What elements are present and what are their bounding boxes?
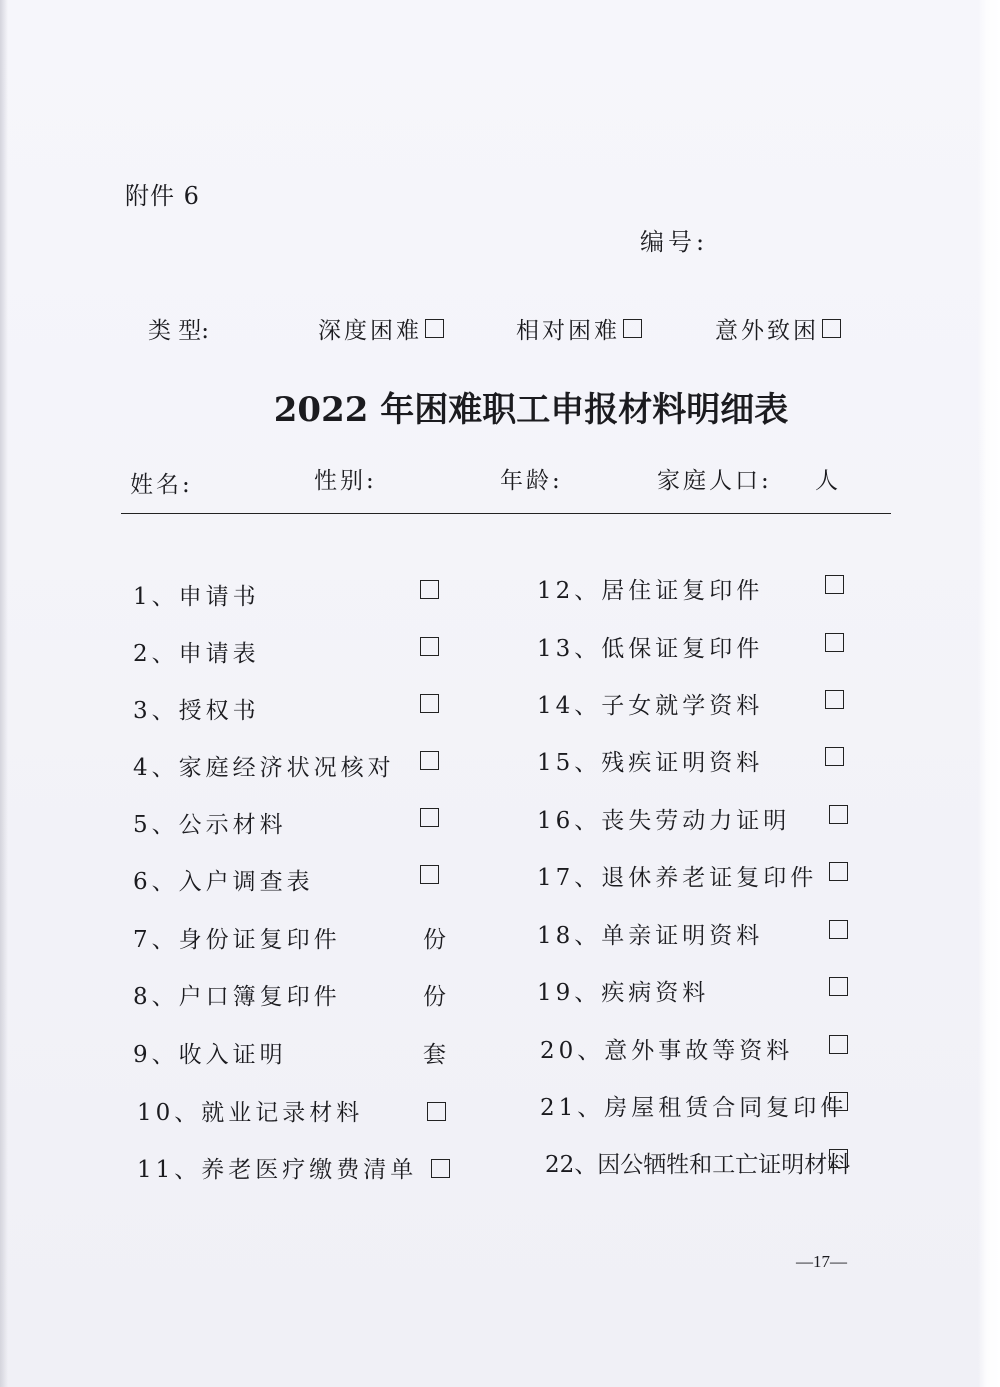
checklist-item-label: 18、单亲证明资料 xyxy=(537,923,764,949)
checklist-item xyxy=(133,921,341,954)
quantity-unit: 份 xyxy=(423,984,446,1010)
checkbox[interactable] xyxy=(427,1102,446,1121)
checklist-item-label: 21、房屋租赁合同复印件 xyxy=(540,1095,848,1121)
age-label: 年龄: xyxy=(500,468,563,494)
family-size-label: 家庭人口: xyxy=(657,468,772,494)
checkbox[interactable] xyxy=(431,1159,450,1178)
checkbox[interactable] xyxy=(420,865,439,884)
checklist-item-label: 13、低保证复印件 xyxy=(537,636,764,662)
checkbox[interactable] xyxy=(420,580,439,599)
checklist-item xyxy=(133,978,341,1011)
checkbox[interactable] xyxy=(825,575,844,594)
checkbox[interactable] xyxy=(825,747,844,766)
checklist-item xyxy=(540,1089,847,1122)
form-number-label: 编号: xyxy=(640,228,709,256)
checklist-item-label: 5、公示材料 xyxy=(133,812,287,838)
checklist-item-label: 12、居住证复印件 xyxy=(537,578,764,604)
page-edge-shadow xyxy=(0,0,8,1387)
checklist-item xyxy=(133,578,260,611)
quantity-unit: 份 xyxy=(423,927,446,953)
checklist-item-label: 7、身份证复印件 xyxy=(133,927,341,953)
checkbox[interactable] xyxy=(825,690,844,709)
checkbox[interactable] xyxy=(623,319,642,338)
checklist-item-label: 1、申请书 xyxy=(133,584,260,610)
checklist-item-label: 17、退休养老证复印件 xyxy=(537,865,818,891)
checkbox[interactable] xyxy=(420,808,439,827)
checklist-item-label: 6、入户调查表 xyxy=(133,869,314,895)
checklist-item-label: 16、丧失劳动力证明 xyxy=(537,808,791,834)
checklist-item xyxy=(537,630,763,663)
quantity-unit: 套 xyxy=(423,1042,446,1068)
checklist-item xyxy=(137,1151,417,1184)
type-option-accident[interactable] xyxy=(715,312,841,345)
checklist-item xyxy=(537,744,763,777)
checklist-item xyxy=(133,692,260,725)
checklist-item-label: 3、授权书 xyxy=(133,698,260,724)
checklist-item-label: 10、就业记录材料 xyxy=(137,1100,364,1126)
checkbox[interactable] xyxy=(829,920,848,939)
checkbox[interactable] xyxy=(822,319,841,338)
checklist-item xyxy=(537,802,790,835)
checklist-item-label: 14、子女就学资料 xyxy=(537,693,764,719)
checkbox[interactable] xyxy=(420,694,439,713)
type-option-label: 相对困难 xyxy=(516,318,620,344)
checklist-item xyxy=(133,749,395,782)
checklist-item xyxy=(537,572,763,605)
checkbox[interactable] xyxy=(829,1035,848,1054)
checkbox[interactable] xyxy=(825,633,844,652)
checkbox[interactable] xyxy=(829,805,848,824)
checklist-item xyxy=(133,1036,287,1069)
checklist-item xyxy=(133,863,314,896)
type-option-label: 深度困难 xyxy=(318,318,422,344)
checklist-item xyxy=(537,687,763,720)
page-number: —17— xyxy=(796,1252,847,1271)
checklist-item-label: 19、疾病资料 xyxy=(537,980,710,1006)
type-option-relative[interactable] xyxy=(516,312,642,345)
page-edge-highlight xyxy=(978,0,1000,1387)
checklist-item xyxy=(537,917,763,950)
checklist-item-label: 2、申请表 xyxy=(133,641,260,667)
checklist-item xyxy=(133,635,260,668)
checklist-item-label: 22、因公牺牲和工亡证明材料 xyxy=(545,1152,851,1178)
checkbox[interactable] xyxy=(829,977,848,996)
checklist-item-label: 11、养老医疗缴费清单 xyxy=(137,1157,418,1183)
person-unit: 人 xyxy=(815,468,841,494)
name-label: 姓名: xyxy=(130,472,193,498)
checkbox[interactable] xyxy=(425,319,444,338)
checklist-item-label: 15、残疾证明资料 xyxy=(537,750,764,776)
checkbox[interactable] xyxy=(829,1149,848,1168)
checklist-item xyxy=(537,974,709,1007)
checklist-item xyxy=(545,1146,850,1179)
checklist-item xyxy=(540,1032,793,1065)
attachment-label: 附件 6 xyxy=(125,182,200,210)
checklist-item xyxy=(537,859,817,892)
checklist-item xyxy=(137,1094,363,1127)
type-option-deep[interactable] xyxy=(318,312,444,345)
checklist-item-label: 20、意外事故等资料 xyxy=(540,1038,794,1064)
document-title: 2022 年困难职工申报材料明细表 xyxy=(273,390,789,430)
sex-label: 性别: xyxy=(314,468,377,494)
checklist-item-label: 4、家庭经济状况核对 xyxy=(133,755,395,781)
checklist-item-label: 9、收入证明 xyxy=(133,1042,287,1068)
checklist-item-label: 8、户口簿复印件 xyxy=(133,984,341,1010)
checkbox[interactable] xyxy=(829,1092,848,1111)
divider-line xyxy=(121,513,891,514)
checkbox[interactable] xyxy=(420,637,439,656)
type-option-label: 意外致困 xyxy=(715,318,819,344)
checklist-item xyxy=(133,806,287,839)
checkbox[interactable] xyxy=(420,751,439,770)
type-label: 类 型: xyxy=(148,318,210,344)
checkbox[interactable] xyxy=(829,862,848,881)
